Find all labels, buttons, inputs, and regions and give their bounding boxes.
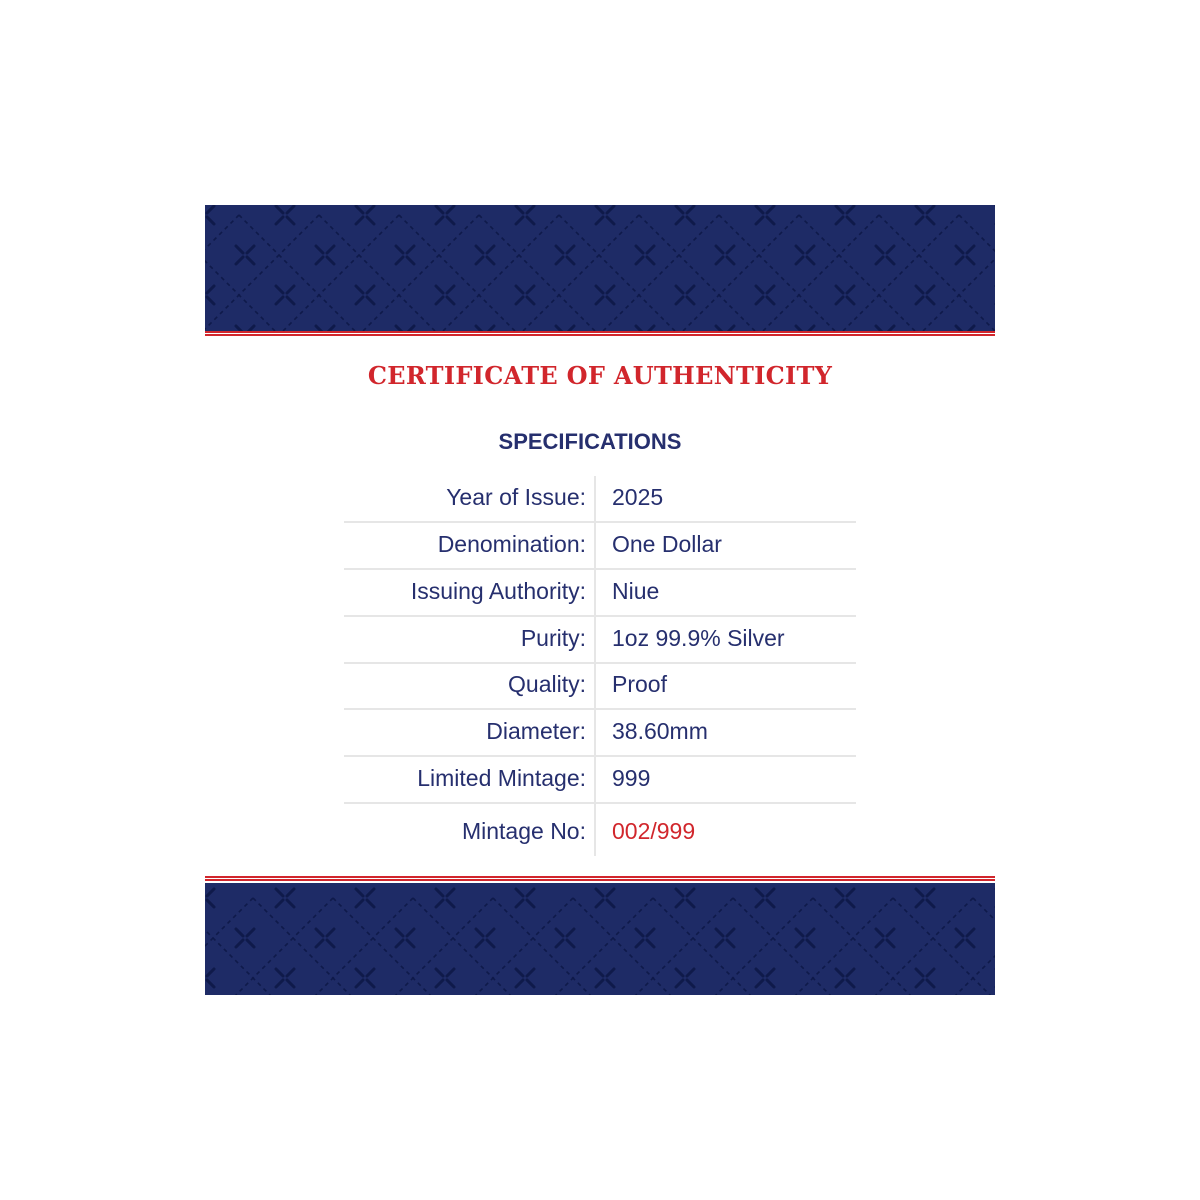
spec-row-issuing-authority <box>344 570 856 617</box>
spec-value: One Dollar <box>612 531 722 557</box>
spec-value: 2025 <box>612 484 664 510</box>
specifications-table <box>344 476 856 856</box>
spec-row-diameter <box>344 710 856 757</box>
bottom-pattern <box>205 883 995 995</box>
spec-label: Diameter: <box>486 718 586 744</box>
mintage-number-value: 002/999 <box>612 818 696 844</box>
spec-row-mintage-no <box>344 810 856 857</box>
stripe-line <box>205 879 995 881</box>
certificate-card <box>205 205 995 995</box>
bottom-pattern-band <box>205 883 995 995</box>
spec-row-purity <box>344 617 856 664</box>
band-background <box>205 205 995 331</box>
spec-label: Purity: <box>520 625 586 651</box>
spec-label: Year of Issue: <box>446 484 586 510</box>
spec-value: 999 <box>612 765 651 791</box>
row-divider <box>344 802 856 804</box>
spec-value: Proof <box>612 671 667 697</box>
bottom-red-stripe <box>205 876 995 882</box>
spec-label: Mintage No: <box>461 818 586 844</box>
spec-value: 38.60mm <box>612 718 708 744</box>
top-red-stripe <box>205 331 995 337</box>
spec-value: 1oz 99.9% Silver <box>612 625 785 651</box>
spec-row-limited-mintage <box>344 757 856 804</box>
stripe-line <box>205 334 995 336</box>
spec-row-denomination <box>344 523 856 570</box>
spec-label: Issuing Authority: <box>410 578 586 604</box>
spec-row-quality <box>344 663 856 710</box>
certificate-title: CERTIFICATE OF AUTHENTICITY <box>367 361 833 390</box>
top-pattern-band <box>205 205 995 331</box>
spec-label: Quality: <box>508 671 586 697</box>
specifications-heading: SPECIFICATIONS <box>498 429 682 454</box>
spec-label: Limited Mintage: <box>417 765 586 791</box>
spec-label: Denomination: <box>437 531 586 557</box>
spec-value: Niue <box>612 578 660 604</box>
spec-row-year-of-issue <box>344 476 856 523</box>
top-pattern <box>205 205 995 331</box>
